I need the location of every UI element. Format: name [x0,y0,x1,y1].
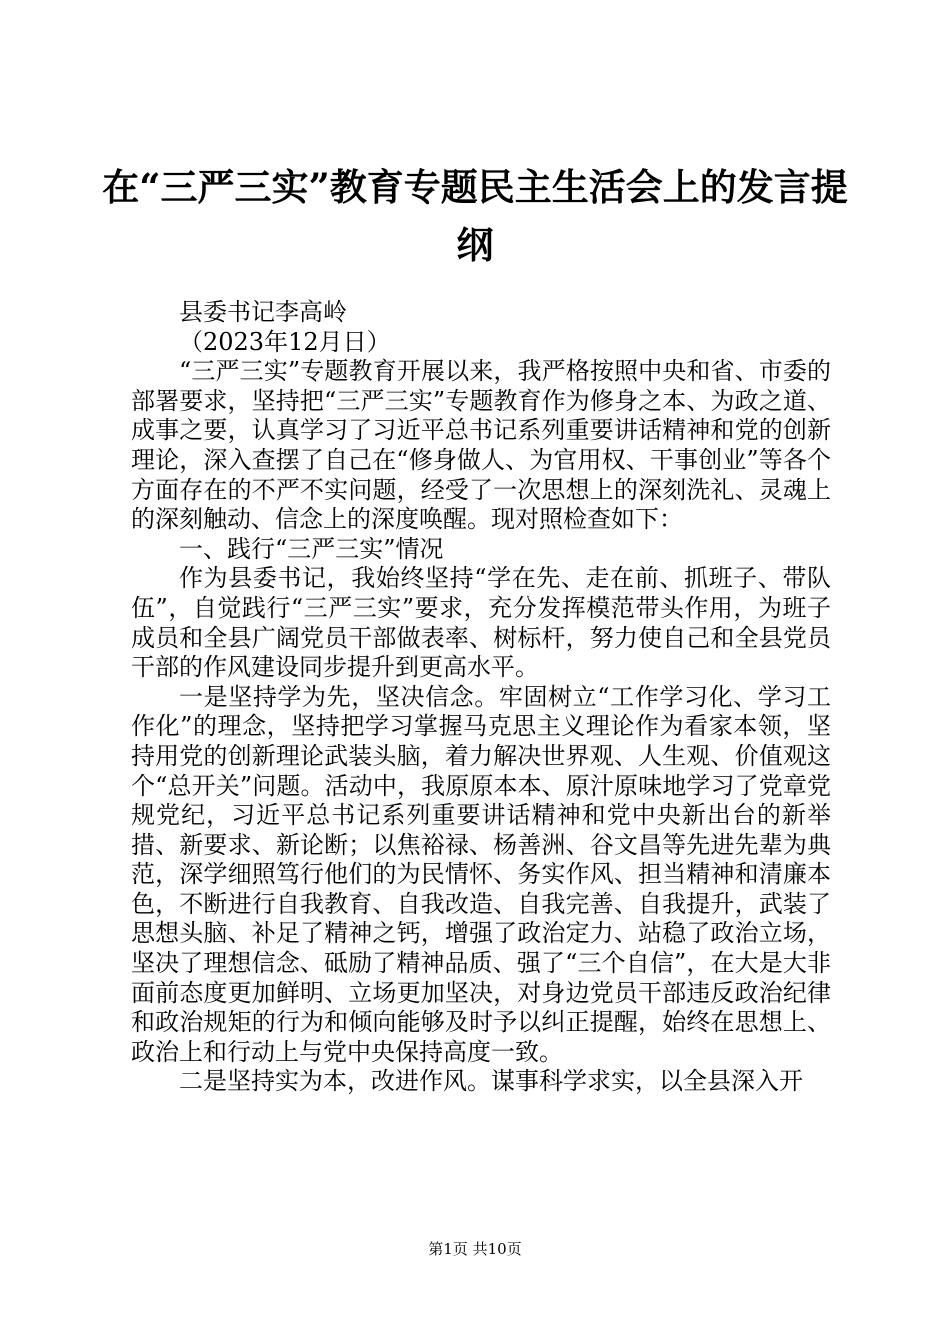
paragraph-intro: “三严三实”专题教育开展以来，我严格按照中央和省、市委的部署要求，坚持把“三严三实”专题教育作为修身之本、为政之道、成事之要，认真学习了习近平总书记系列重要讲话精神和党的创新理论，深入查摆了自己在“修身做人、为官用权、干事创业”等各个方面存在的不严不实问题，经受了一次思想上的深刻洗礼、灵魂上的深刻触动、信念上的深度唤醒。现对照检查如下： [131,357,831,534]
author-line: 县委书记李高岭 [179,298,347,326]
document-title: 在“三严三实”教育专题民主生活会上的发言提纲 [102,165,848,267]
page-number-footer: 第1页 共10页 [428,1240,522,1258]
paragraph: 二是坚持实为本，改进作风。谋事科学求实，以全县深入开 [179,1067,803,1096]
document-body [131,298,831,1097]
date-line: （2023年12月日） [179,327,391,356]
paragraph: 作为县委书记，我始终坚持“学在先、走在前、抓班子、带队伍”，自觉践行“三严三实”要求，充分发挥模范带头作用，为班子成员和全县广阔党员干部做表率、树标杆，努力使自己和全县党员干部的作风建设同步提升到更高水平。 [131,564,831,682]
section-heading: 一、践行“三严三实”情况 [179,534,444,563]
paragraph: 一是坚持学为先，坚决信念。牢固树立“工作学习化、学习工作化”的理念，坚持把学习掌握马克思主义理论作为看家本领，坚持用党的创新理论武装头脑，着力解决世界观、人生观、价值观这个“总开关”问题。活动中，我原原本本、原汁原味地学习了党章党规党纪，习近平总书记系列重要讲话精神和党中央新出台的新举措、新要求、新论断；以焦裕禄、杨善洲、谷文昌等先进先辈为典范，深学细照笃行他们的为民情怀、务实作风、担当精神和清廉本色，不断进行自我教育、自我改造、自我完善、自我提升，武装了思想头脑、补足了精神之钙，增强了政治定力、站稳了政治立场，坚决了理想信念、砥励了精神品质、强了“三个自信”，在大是大非面前态度更加鲜明、立场更加坚决，对身边党员干部违反政治纪律和政治规矩的行为和倾向能够及时予以纠正提醒，始终在思想上、政治上和行动上与党中央保持高度一致。 [131,682,831,1066]
